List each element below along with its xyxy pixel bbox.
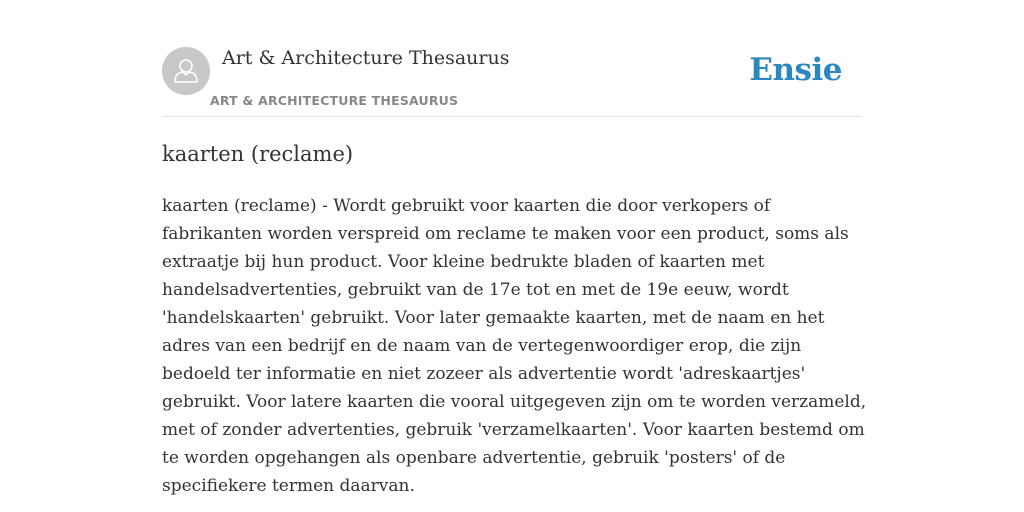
header	[162, 0, 862, 117]
author-avatar[interactable]	[162, 47, 210, 95]
definition-line: adres van een bedrijf en de naam van de vertegenwoordiger erop, die zijn	[162, 336, 802, 356]
author-subtitle[interactable]: ART & ARCHITECTURE THESAURUS	[210, 93, 459, 108]
definition-line: fabrikanten worden verspreid om reclame te maken voor een product, soms als	[162, 224, 849, 244]
definition-line: met of zonder advertenties, gebruik 'verzamelkaarten'. Voor kaarten bestemd om	[162, 420, 865, 440]
definition-line: gebruikt. Voor latere kaarten die vooral uitgegeven zijn om te worden verzameld,	[162, 392, 867, 412]
definition-line: extraatje bij hun product. Voor kleine bedrukte bladen of kaarten met	[162, 252, 765, 272]
author-name[interactable]: Art & Architecture Thesaurus	[222, 47, 510, 69]
definition-line: 'handelskaarten' gebruikt. Voor later gemaakte kaarten, met de naam en het	[162, 308, 825, 328]
definition-line: bedoeld ter informatie en niet zozeer als advertentie wordt 'adreskaartjes'	[162, 364, 806, 384]
page-title: kaarten (reclame)	[162, 142, 354, 166]
brand-logo[interactable]: Ensie	[749, 52, 842, 88]
definition-line: specifiekere termen daarvan.	[162, 476, 415, 496]
definition-text	[162, 192, 867, 500]
page	[162, 0, 867, 512]
user-silhouette-icon	[162, 47, 210, 95]
definition-line: te worden opgehangen als openbare advertentie, gebruik 'posters' of de	[162, 448, 786, 468]
definition-line: kaarten (reclame) - Wordt gebruikt voor kaarten die door verkopers of	[162, 196, 771, 216]
definition-line: handelsadvertenties, gebruikt van de 17e tot en met de 19e eeuw, wordt	[162, 280, 789, 300]
